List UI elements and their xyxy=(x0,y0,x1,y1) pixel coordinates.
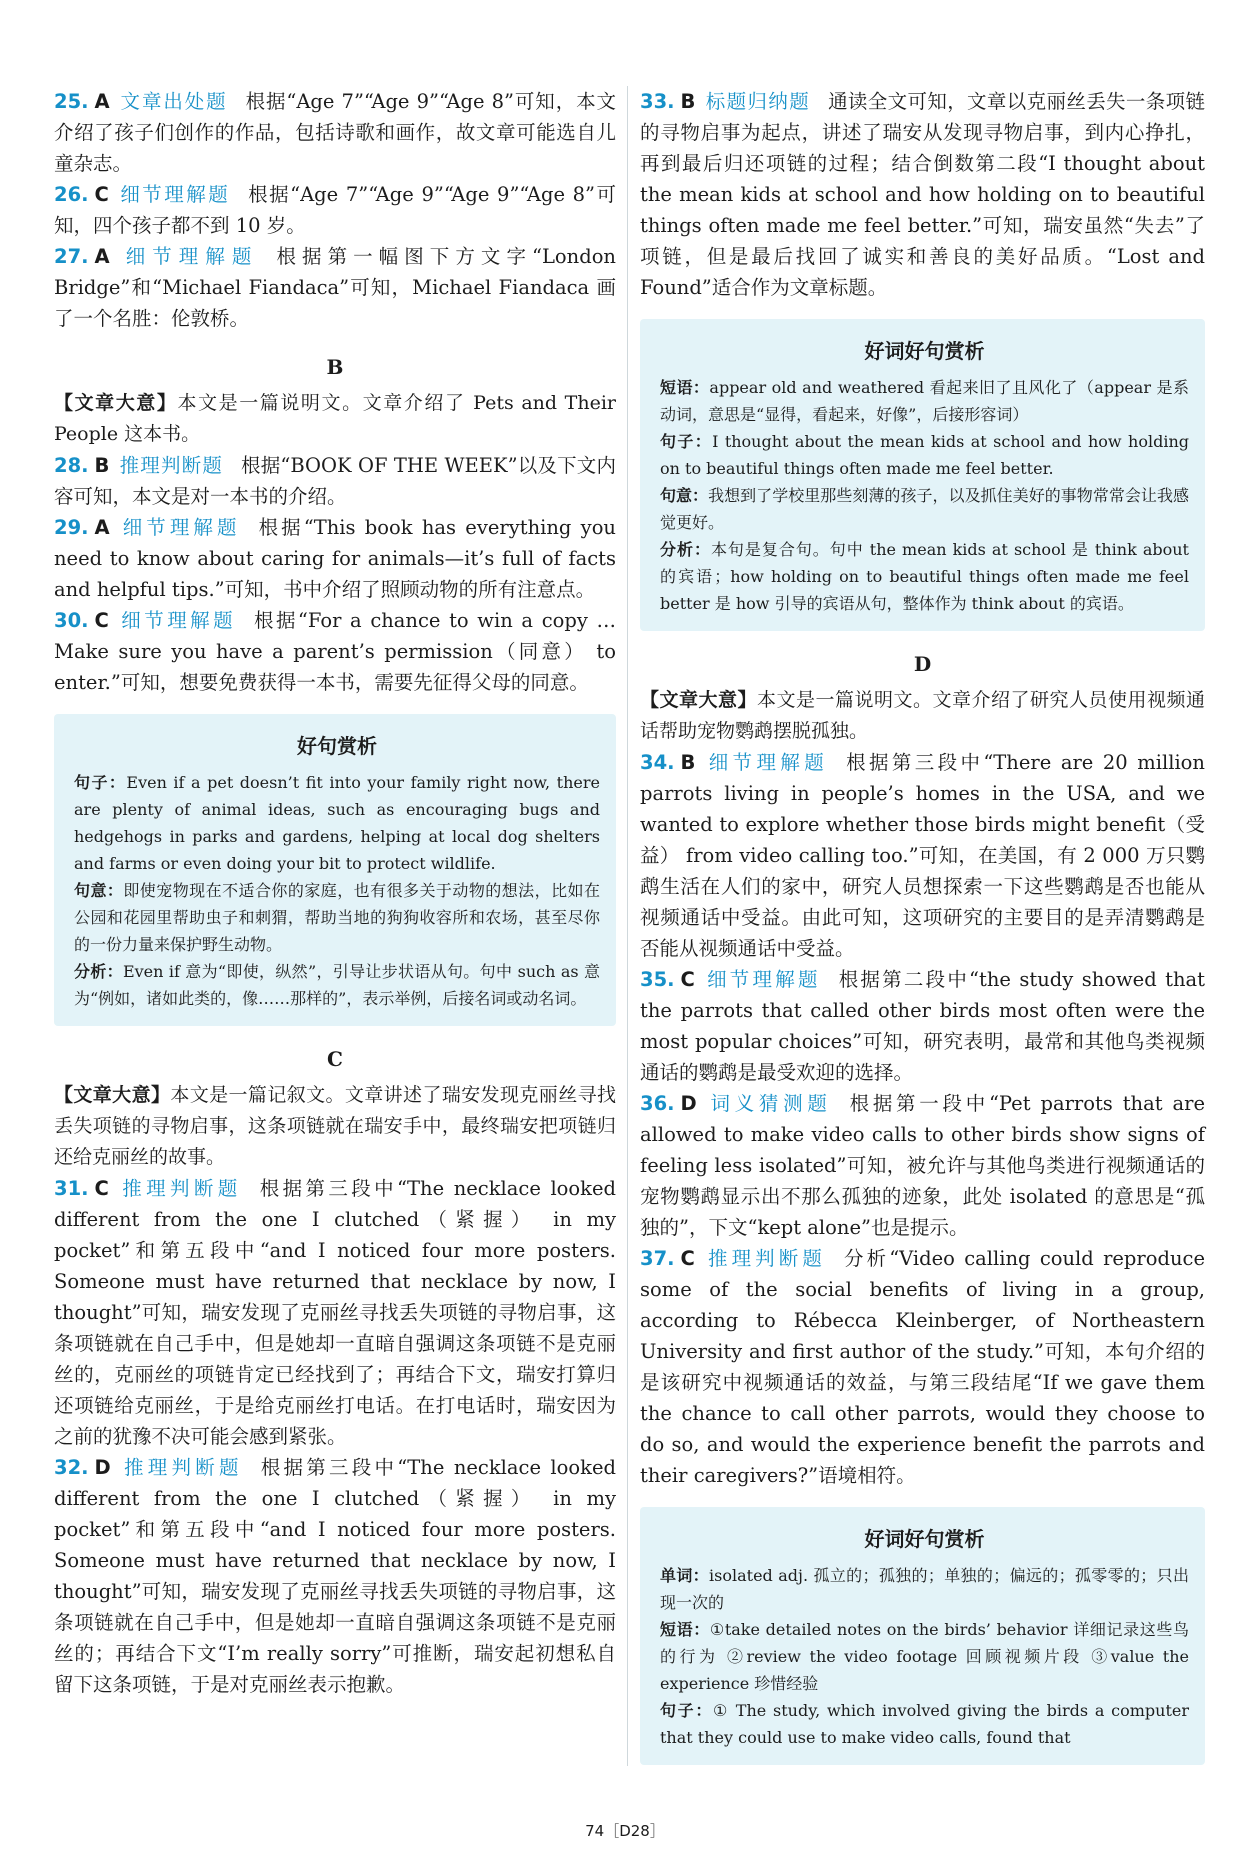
section-heading-b: B xyxy=(326,355,344,379)
left-column xyxy=(54,86,616,1700)
box-line: 句子：I thought about the mean kids at school and how holding on to beautiful things often made me feel better. xyxy=(660,432,1189,478)
sentence-appreciation-box xyxy=(54,714,616,1026)
question-30: 30. C 细节理解题 根据“For a chance to win a copy … Make sure you have a parent’s permission（同意） to enter.”可知，想要免费获得一本书，需要先征得父母的同意。 xyxy=(54,609,616,694)
question-34: 34. B 细节理解题 根据第三段中“There are 20 million parrots living in people’s homes in the USA, and we wanted to explore whether those birds might benefit（受益） from video calling too.”可知，在美国，有 2 000 万只鹦鹉生活在人们的家中，研究人员想探索一下这些鹦鹉是否也能从视频通话中受益。由此可知，这项研究的主要目的是弄清鹦鹉是否能从视频通话中受益。 xyxy=(640,751,1205,960)
box-line: 句子：① The study, which involved giving the birds a computer that they could use to make video calls, found that xyxy=(660,1701,1189,1747)
question-26: 26. C 细节理解题 根据“Age 7”“Age 9”“Age 9”“Age 8”可知，四个孩子都不到 10 岁。 xyxy=(54,183,616,237)
question-37: 37. C 推理判断题 分析“Video calling could reproduce some of the social benefits of living in a group, according to Rébecca Kleinberger, of Northeastern University and first author of the study.”可知，本句介绍的是该研究中视频通话的效益，与第三段结尾“If we gave them the chance to call other parrots, would they choose to do so, and would the experience benefit the parrots and their caregivers?”语境相符。 xyxy=(640,1247,1205,1487)
summary-d: 【文章大意】本文是一篇说明文。文章介绍了研究人员使用视频通话帮助宠物鹦鹉摆脱孤独。 xyxy=(640,689,1205,742)
box-line: 短语：①take detailed notes on the birds’ behavior 详细记录这些鸟的行为 ②review the video footage 回顾视频片段 ③value the experience 珍惜经验 xyxy=(660,1620,1189,1693)
box-line: 句意：我想到了学校里那些刻薄的孩子，以及抓住美好的事物常常会让我感觉更好。 xyxy=(660,486,1189,532)
question-29: 29. A 细节理解题 根据“This book has everything you need to know about caring for animals—it’s full of facts and helpful tips.”可知，书中介绍了照顾动物的所有注意点。 xyxy=(54,516,616,601)
summary-c: 【文章大意】本文是一篇记叙文。文章讲述了瑞安发现克丽丝寻找丢失项链的寻物启事，这条项链就在瑞安手中，最终瑞安把项链归还给克丽丝的故事。 xyxy=(54,1084,616,1168)
page-number: 74［D28］ xyxy=(585,1822,665,1840)
question-31: 31. C 推理判断题 根据第三段中“The necklace looked different from the one I clutched（紧握） in my pocket”和第五段中“and I noticed four more posters. Someone must have returned that necklace by now, I thought”可知，瑞安发现了克丽丝寻找丢失项链的寻物启事，这条项链就在自己手中，但是她却一直暗自强调这条项链不是克丽丝的，克丽丝的项链肯定已经找到了；再结合下文，瑞安打算归还项链给克丽丝，于是给克丽丝打电话。在打电话时，瑞安因为之前的犹豫不决可能会感到紧张。 xyxy=(54,1177,616,1448)
word-sentence-appreciation-box xyxy=(640,319,1205,631)
box-line: 单词：isolated adj. 孤立的；孤独的；单独的；偏远的；孤零零的；只出现一次的 xyxy=(660,1566,1189,1612)
question-27: 27. A 细节理解题 根据第一幅图下方文字“London Bridge”和“Michael Fiandaca”可知，Michael Fiandaca 画了一个名胜：伦敦桥。 xyxy=(54,245,616,330)
section-heading-d: D xyxy=(913,652,932,676)
question-32: 32. D 推理判断题 根据第三段中“The necklace looked different from the one I clutched（紧握） in my pocket”和第五段中“and I noticed four more posters. Someone must have returned that necklace by now, I thought”可知，瑞安发现了克丽丝寻找丢失项链的寻物启事，这条项链就在自己手中，但是她却一直暗自强调这条项链不是克丽丝的；再结合下文“I’m really sorry”可推断，瑞安起初想私自留下这条项链，于是对克丽丝表示抱歉。 xyxy=(54,1456,616,1696)
box-title: 好句赏析 xyxy=(297,734,377,758)
box-line: 句子：Even if a pet doesn’t fit into your family right now, there are plenty of animal ideas, such as encouraging bugs and hedgehogs in parks and gardens, helping at local dog shelters and farms or even doing your bit to protect wildlife. xyxy=(74,773,600,873)
box-title: 好词好句赏析 xyxy=(864,1527,985,1551)
right-column xyxy=(640,86,1205,1777)
question-36: 36. D 词义猜测题 根据第一段中“Pet parrots that are allowed to make video calls to other birds show signs of feeling less isolated”可知，被允许与其他鸟类进行视频通话的宠物鹦鹉显示出不那么孤独的迹象，此处 isolated 的意思是“孤独的”，下文“kept alone”也是提示。 xyxy=(640,1092,1205,1239)
section-heading-c: C xyxy=(327,1047,343,1071)
question-25: 25. A 文章出处题 根据“Age 7”“Age 9”“Age 8”可知，本文介绍了孩子们创作的作品，包括诗歌和画作，故文章可能选自儿童杂志。 xyxy=(54,90,616,175)
box-line: 句意：即使宠物现在不适合你的家庭，也有很多关于动物的想法，比如在公园和花园里帮助虫子和刺猬，帮助当地的狗狗收容所和农场，甚至尽你的一份力量来保护野生动物。 xyxy=(74,881,600,954)
box-line: 短语：appear old and weathered 看起来旧了且风化了（appear 是系动词，意思是“显得，看起来，好像”，后接形容词） xyxy=(660,378,1189,424)
question-33: 33. B 标题归纳题 通读全文可知，文章以克丽丝丢失一条项链的寻物启事为起点，讲述了瑞安从发现寻物启事，到内心挣扎，再到最后归还项链的过程；结合倒数第二段“I thought about the mean kids at school and how holding on to beautiful things often made me feel better.”可知，瑞安虽然“失去”了项链，但是最后找回了诚实和善良的美好品质。“Lost and Found”适合作为文章标题。 xyxy=(640,90,1205,299)
column-divider xyxy=(627,86,628,1766)
question-28: 28. B 推理判断题 根据“BOOK OF THE WEEK”以及下文内容可知，本文是对一本书的介绍。 xyxy=(54,454,616,508)
word-sentence-appreciation-box xyxy=(640,1507,1205,1765)
box-line: 分析：本句是复合句。句中 the mean kids at school 是 think about 的宾语；how holding on to beautiful things often made me feel better 是 how 引导的宾语从句，整体作为 think about 的宾语。 xyxy=(660,540,1189,613)
box-line: 分析：Even if 意为“即使，纵然”，引导让步状语从句。句中 such as 意为“例如，诸如此类的，像……那样的”，表示举例，后接名词或动名词。 xyxy=(74,962,600,1008)
summary-b: 【文章大意】本文是一篇说明文。文章介绍了 Pets and Their People 这本书。 xyxy=(54,392,616,445)
box-title: 好词好句赏析 xyxy=(864,339,985,363)
question-35: 35. C 细节理解题 根据第二段中“the study showed that the parrots that called other birds most often were the most popular choices”可知，研究表明，最常和其他鸟类视频通话的鹦鹉是最受欢迎的选择。 xyxy=(640,968,1205,1084)
